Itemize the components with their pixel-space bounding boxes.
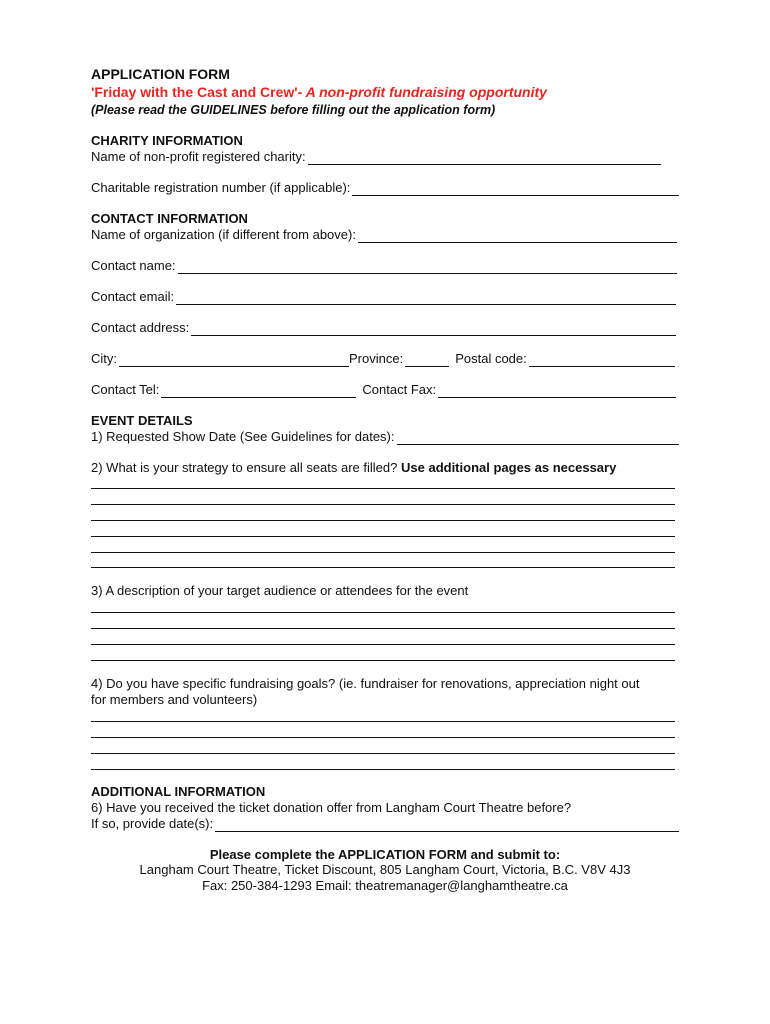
donation-dates-label: If so, provide date(s): [91, 816, 214, 831]
strategy-label: 2) What is your strategy to ensure all seats are filled? [91, 460, 398, 475]
event-name: 'Friday with the Cast and Crew'- [91, 84, 303, 100]
event-tagline: A non-profit fundraising opportunity [302, 84, 547, 100]
goals-line[interactable] [91, 737, 675, 738]
show-date-line[interactable] [397, 432, 679, 445]
strategy-line[interactable] [91, 520, 675, 521]
strategy-line[interactable] [91, 488, 675, 489]
audience-question: 3) A description of your target audience or attendees for the event [91, 583, 469, 598]
strategy-question [91, 460, 616, 476]
contact-address-line[interactable] [191, 323, 676, 336]
event-heading: EVENT DETAILS [91, 413, 193, 428]
postal-label: Postal code: [455, 351, 527, 366]
charity-name-line[interactable] [308, 152, 661, 165]
strategy-line[interactable] [91, 567, 675, 568]
charity-heading: CHARITY INFORMATION [91, 133, 243, 148]
submit-instruction: Please complete the APPLICATION FORM and submit to: [209, 847, 561, 862]
charity-name-field[interactable] [91, 149, 661, 165]
strategy-note: Use additional pages as necessary [401, 460, 617, 475]
province-line[interactable] [405, 354, 449, 367]
city-line[interactable] [119, 354, 349, 367]
contact-email-field[interactable] [91, 289, 676, 305]
org-name-label: Name of organization (if different from above): [91, 227, 356, 242]
city-label: City: [91, 351, 117, 366]
tel-fax-row [91, 382, 676, 398]
form-title: APPLICATION FORM [91, 66, 230, 82]
strategy-line[interactable] [91, 504, 675, 505]
goals-question-line1: 4) Do you have specific fundraising goals? (ie. fundraiser for renovations, appreciation night out [91, 676, 640, 691]
city-province-postal-row [91, 351, 675, 367]
postal-line[interactable] [529, 354, 675, 367]
audience-line[interactable] [91, 644, 675, 645]
strategy-line[interactable] [91, 536, 675, 537]
goals-question-line2: for members and volunteers) [91, 692, 258, 707]
charity-reg-label: Charitable registration number (if applicable): [91, 180, 351, 195]
show-date-label: 1) Requested Show Date (See Guidelines for dates): [91, 429, 395, 444]
charity-name-label: Name of non-profit registered charity: [91, 149, 306, 164]
goals-line[interactable] [91, 753, 675, 754]
tel-line[interactable] [161, 385, 356, 398]
goals-line[interactable] [91, 769, 675, 770]
tel-label: Contact Tel: [91, 382, 160, 397]
audience-line[interactable] [91, 660, 675, 661]
audience-line[interactable] [91, 612, 675, 613]
event-title-line [91, 84, 547, 101]
contact-name-label: Contact name: [91, 258, 176, 273]
contact-address-label: Contact address: [91, 320, 190, 335]
org-name-field[interactable] [91, 227, 677, 243]
audience-line[interactable] [91, 628, 675, 629]
donation-dates-field[interactable] [91, 816, 679, 832]
contact-email-line[interactable] [176, 292, 676, 305]
theatre-contact: Fax: 250-384-1293 Email: theatremanager@langhamtheatre.ca [202, 878, 568, 893]
contact-name-line[interactable] [178, 261, 677, 274]
donation-dates-line[interactable] [215, 819, 679, 832]
strategy-line[interactable] [91, 552, 675, 553]
theatre-address: Langham Court Theatre, Ticket Discount, 805 Langham Court, Victoria, B.C. V8V 4J3 [139, 862, 631, 877]
contact-name-field[interactable] [91, 258, 677, 274]
guidelines-note: (Please read the GUIDELINES before filling out the application form) [91, 103, 496, 117]
donation-question: 6) Have you received the ticket donation offer from Langham Court Theatre before? [91, 800, 572, 815]
contact-email-label: Contact email: [91, 289, 175, 304]
fax-label: Contact Fax: [362, 382, 437, 397]
charity-reg-line[interactable] [352, 183, 679, 196]
contact-heading: CONTACT INFORMATION [91, 211, 248, 226]
province-label: Province: [349, 351, 404, 366]
org-name-line[interactable] [358, 230, 677, 243]
fax-line[interactable] [438, 385, 676, 398]
contact-address-field[interactable] [91, 320, 676, 336]
show-date-field[interactable] [91, 429, 679, 445]
charity-reg-field[interactable] [91, 180, 679, 196]
goals-line[interactable] [91, 721, 675, 722]
additional-heading: ADDITIONAL INFORMATION [91, 784, 266, 799]
